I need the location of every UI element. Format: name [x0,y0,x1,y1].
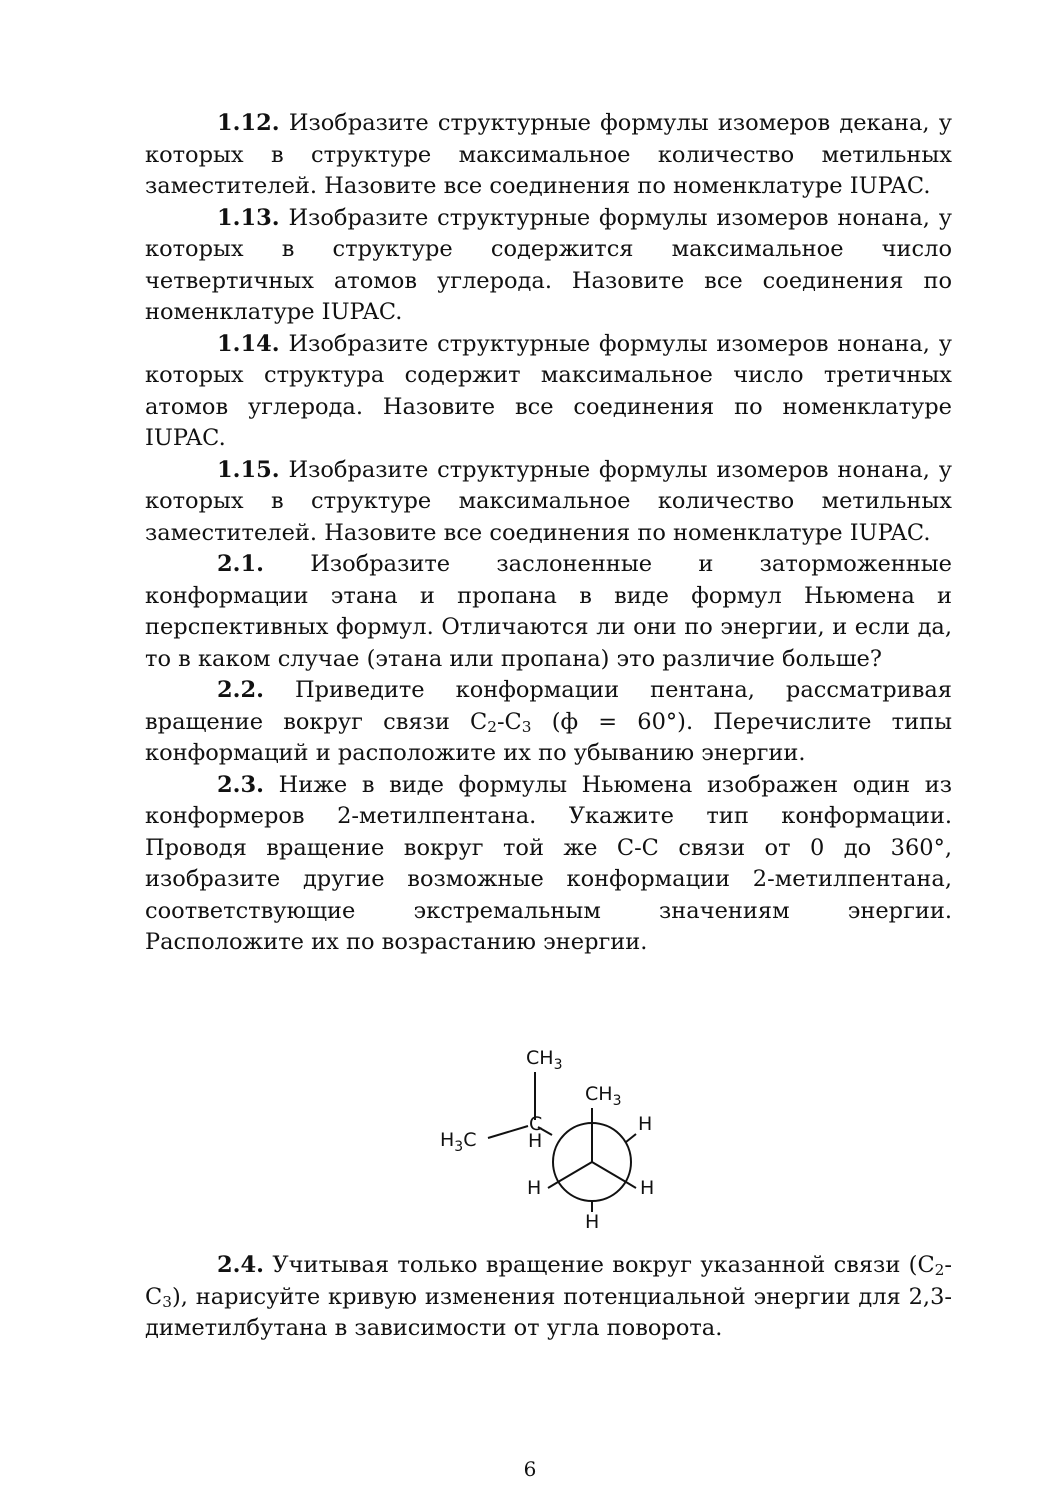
paragraph-number: 2.3. [217,771,264,798]
page-body-continued [145,1250,952,1345]
paragraph-text: Ниже в виде формулы Ньюмена изображен один из конформеров 2-метилпентана. Укажите тип конформации. Проводя вращение вокруг той же С-С связи от 0 до 360°, изобразите другие возможные конформации 2-метилпентана, соответствующие экстремальным значениям энергии. Расположите их по возрастанию энергии. [145,771,952,955]
paragraph-text: Изобразите заслоненные и заторможенные конформации этана и пропана в виде формул Ньюмена и перспективных формул. Отличаются ли они по энергии, и если да, то в каком случае (этана или пропана) это различие больше? [145,551,952,672]
paragraph-number: 2.1. [217,551,264,577]
paragraph-number: 2.4. [217,1252,264,1278]
bond-line [626,1182,636,1188]
label-ch3-back: $CH_3$ [585,1083,622,1109]
paragraph-text: ), нарисуйте кривую изменения потенциальной энергии для 2,3-диметилбутана в зависимости от угла поворота. [145,1283,952,1341]
paragraph-number: 1.13. [217,204,280,231]
subscript: 2 [487,717,497,736]
paragraph-number: 1.14. [217,330,280,357]
bond-line [558,1162,592,1182]
label-ch3-top: $CH_3$ [526,1047,563,1073]
paragraph-text: Учитывая только вращение вокруг указанной связи (С [272,1252,935,1278]
paragraph-2-4 [145,1250,952,1345]
bond-line [548,1182,558,1188]
paragraph-text: Изобразите структурные формулы изомеров нонана, у которых в структуре содержится максимальное число четвертичных атомов углерода. Назовите все соединения по номенклатуре IUPAC. [145,204,952,325]
paragraph-text: (ф = 60°). Перечислите типы конформаций и расположите их по убыванию энергии. [145,708,952,766]
label-h3c: $H_3C$ [440,1129,477,1155]
page-body [145,108,952,959]
label-h-lower-right: H [640,1177,655,1199]
paragraph-text: Приведите конформации пентана, рассматривая вращение вокруг связи С [145,677,952,735]
label-h-front: H [528,1130,543,1152]
label-h-bottom: H [585,1211,600,1233]
paragraph-2-3 [145,770,952,959]
paragraph-1-14 [145,329,952,455]
bond-line [488,1126,528,1138]
paragraph-text: -С [145,1252,952,1310]
paragraph-number: 1.15. [217,456,280,483]
label-h-lower-left: H [527,1177,542,1199]
paragraph-number: 1.12. [217,110,280,136]
page-number: 6 [523,1457,537,1481]
bond-line [626,1134,636,1142]
subscript: 3 [162,1292,172,1311]
subscript: 2 [934,1260,945,1279]
paragraph-text: Изобразите структурные формулы изомеров нонана, у которых структура содержит максимальное число третичных атомов углерода. Назовите все соединения по номенклатуре IUPAC. [145,330,952,451]
paragraph-text: -С [496,708,522,735]
newman-projection [430,1042,670,1242]
paragraph-1-12 [145,108,952,203]
label-h-upper-right: H [638,1113,653,1135]
newman-projection-figure [430,1042,670,1242]
paragraph-1-15 [145,455,952,550]
bond-line [592,1162,626,1182]
paragraph-1-13 [145,203,952,329]
paragraph-text: Изобразите структурные формулы изомеров декана, у которых в структуре максимальное количество метильных заместителей. Назовите все соединения по номенклатуре IUPAC. [145,110,952,199]
paragraph-2-1 [145,549,952,675]
subscript: 3 [521,717,532,736]
paragraph-text: Изобразите структурные формулы изомеров нонана, у которых в структуре максимальное количество метильных заместителей. Назовите все соединения по номенклатуре IUPAC. [145,456,952,546]
label-c-atom: C [529,1113,543,1135]
paragraph-2-2 [145,675,952,770]
paragraph-number: 2.2. [217,677,264,703]
